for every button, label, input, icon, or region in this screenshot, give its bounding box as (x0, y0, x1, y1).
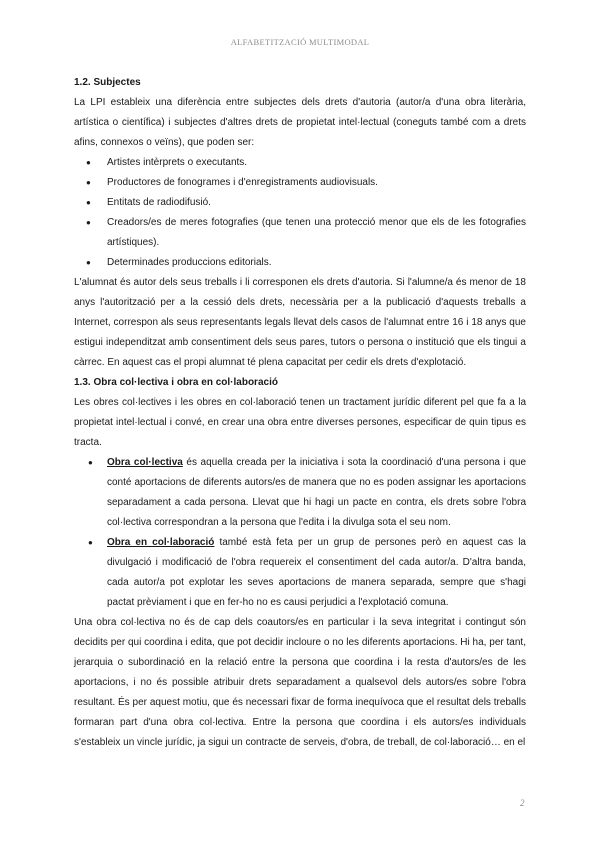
list-item-obra-collectiva (74, 453, 526, 533)
list-item-obra-collaboracio (74, 533, 526, 613)
paragraph-obra-collectiva: Una obra col·lectiva no és de cap dels coautors/es en particular i la seva integritat i contingut són decidits per qui coordina i edita, que pot decidir incloure o no les diferents aportacions. Hi ha, per tant, jerarquia o subordinació en la relació entre la persona que coordina i la resta d'autors/es de les aportacions, i no és possible atribuir drets separadament a qualsevol dels autors/es sobre l'obra resultant. És per aquest motiu, que és necessari fixar de forma inequívoca que el resultat dels treballs formaran part d'una obra col·lectiva. Entre la persona que coordina i els autors/es individuals s'estableix un vincle jurídic, ja sigui un contracte de serveis, d'obra, de treball, de col·laboració… en el (74, 617, 526, 748)
term-obra-collectiva: Obra col·lectiva (107, 457, 183, 468)
page-body (74, 73, 526, 753)
section-heading-obra: 1.3. Obra col·lectiva i obra en col·laboració (74, 377, 278, 388)
obra-types-list (74, 453, 526, 613)
paragraph-obra-intro: Les obres col·lectives i les obres en col·laboració tenen un tractament jurídic diferent pel que fa a la propietat intel·lectual i convé, en crear una obra entre diverses persones, especificar de quin tipus es tracta. (74, 397, 526, 448)
paragraph-subjectes-intro: La LPI estableix una diferència entre subjectes dels drets d'autoria (autor/a d'una obra literària, artística o científica) i subjectes d'altres drets de propietat intel·lectual (coneguts també com a drets afins, connexos o veïns), que poden ser: (74, 97, 526, 148)
list-item: ● Entitats de radiodifusió. (74, 193, 526, 213)
list-item: ● Productores de fonogrames i d'enregistraments audiovisuals. (74, 173, 526, 193)
section-heading-subjectes: 1.2. Subjectes (74, 77, 141, 88)
page-number: 2 (520, 798, 525, 808)
subjectes-list (74, 153, 526, 273)
definition-obra-collaboracio: també està feta per un grup de persones però en aquest cas la divulgació i modificació de l'obra requereix el consentiment del cada autor/a. D'altra banda, cada autor/a pot explotar les seves aportacions de manera separada, sempre que s'hagi pactat prèviament i que en fer-ho no es causi perjudici a l'explotació comuna. (107, 537, 526, 608)
definition-obra-collectiva: és aquella creada per la iniciativa i sota la coordinació d'una persona i que conté aportacions de diferents autors/es de manera que no es poden assignar les aportacions separadament a cada persona. Llevat que hi hagi un pacte en contra, els drets sobre l'obra col·lectiva correspondran a la persona que l'edita i la divulga sota el seu nom. (107, 457, 527, 528)
list-item: ● Determinades produccions editorials. (74, 253, 526, 273)
paragraph-alumnat: L'alumnat és autor dels seus treballs i li corresponen els drets d'autoria. Si l'alumne/a és menor de 18 anys l'autorització per a la cessió dels drets, necessària per a la publicació d'aquests treballs a Internet, correspon als seus representants legals llevat dels casos de l'alumnat entre 16 i 18 anys que estigui independitzat amb consentiment dels seus pares, tutors o persona o institució que els tingui a càrrec. En aquest cas el propi alumnat té plena capacitat per cedir els drets d'explotació. (74, 277, 526, 368)
term-obra-collaboracio: Obra en col·laboració (107, 537, 215, 548)
list-item: ● Artistes intèrprets o executants. (74, 153, 526, 173)
running-header: ALFABETITZACIÓ MULTIMODAL (230, 37, 370, 47)
list-item: ● Creadors/es de meres fotografies (que tenen una protecció menor que els de les fotografies artístiques). (74, 213, 526, 253)
